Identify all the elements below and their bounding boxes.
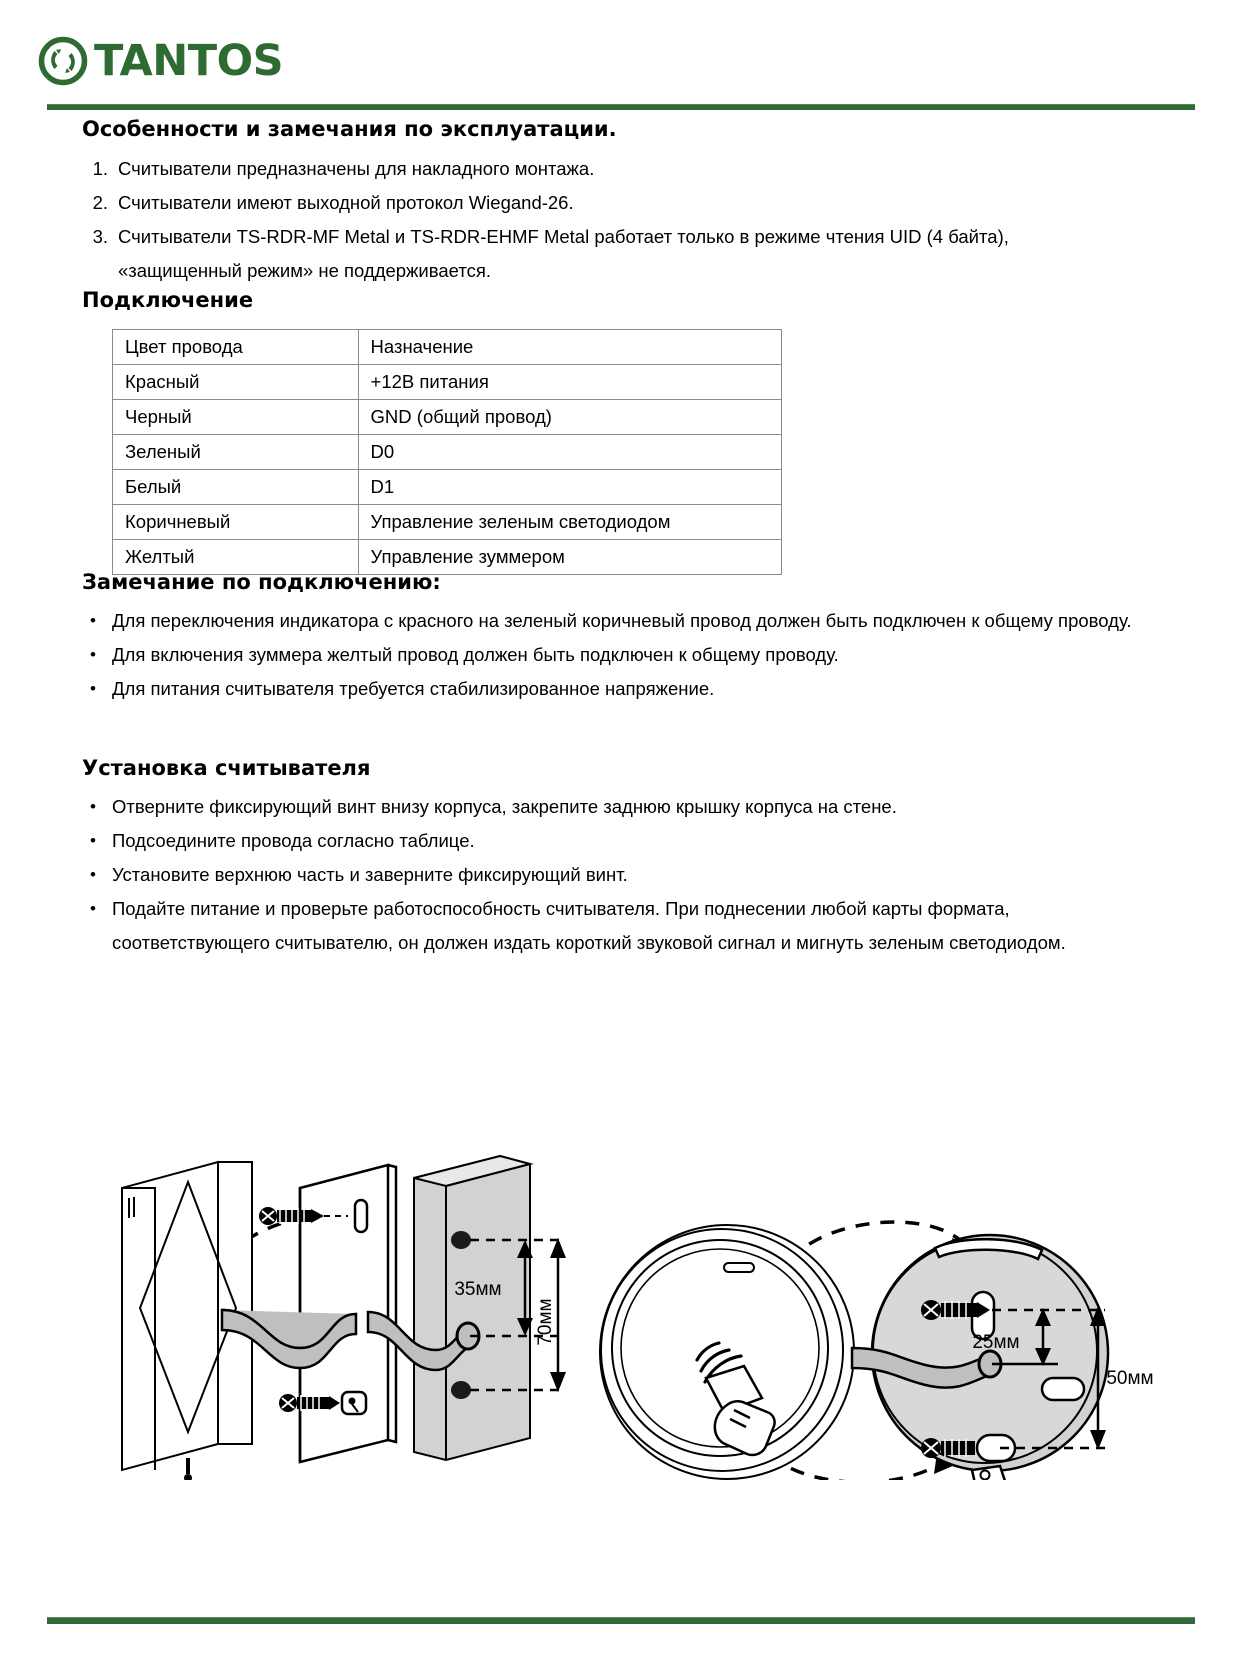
dimension-label-50mm: 50мм — [1106, 1368, 1154, 1389]
table-cell-color: Черный — [113, 400, 359, 435]
table-cell-purpose: Управление зуммером — [358, 540, 781, 575]
list-item: • Отверните фиксирующий винт внизу корпуса, закрепите заднюю крышку корпуса на стене. — [82, 790, 1172, 824]
list-item — [82, 152, 1167, 186]
side-slot-round — [1042, 1378, 1084, 1400]
features-heading: Особенности и замечания по эксплуатации. — [82, 117, 617, 141]
round-reader-diagram — [600, 1222, 1154, 1480]
dimension-label-25mm: 25мм — [972, 1332, 1020, 1353]
table-cell-color: Коричневый — [113, 505, 359, 540]
list-number: 3. — [92, 226, 108, 247]
installation-heading: Установка считывателя — [82, 756, 371, 780]
bottom-bracket-icon — [972, 1466, 1006, 1480]
header-divider — [47, 104, 1195, 110]
table-cell-purpose: Управление зеленым светодиодом — [358, 505, 781, 540]
footer-divider — [47, 1617, 1195, 1624]
list-number: 1. — [92, 158, 108, 179]
list-item: • Для включения зуммера желтый провод должен быть подключен к общему проводу. — [82, 638, 1172, 672]
page-header — [0, 0, 1241, 110]
rectangular-reader-diagram — [122, 1156, 566, 1480]
keyhole-slot-upper — [355, 1200, 367, 1232]
table-cell-purpose: GND (общий провод) — [358, 400, 781, 435]
list-text: Считыватели имеют выходной протокол Wiegand-26. — [118, 192, 574, 213]
diagram-svg — [0, 1060, 1241, 1480]
table-cell-color: Красный — [113, 365, 359, 400]
table-cell-purpose: +12В питания — [358, 365, 781, 400]
list-item: • Для переключения индикатора с красного на зеленый коричневый провод должен быть подключен к общему проводу. — [82, 604, 1172, 638]
list-text: Считыватели TS-RDR-MF Metal и TS-RDR-EHMF Metal работает только в режиме чтения UID (4 байта), — [118, 226, 1009, 247]
table-row — [113, 505, 782, 540]
list-number: 2. — [92, 192, 108, 213]
list-item: • Для питания считывателя требуется стабилизированное напряжение. — [82, 672, 1172, 706]
table-cell-purpose: D0 — [358, 435, 781, 470]
drill-hole-lower — [451, 1381, 471, 1399]
list-item — [82, 186, 1167, 220]
table-cell-color: Желтый — [113, 540, 359, 575]
table-row — [113, 365, 782, 400]
table-row — [113, 470, 782, 505]
wiring-table — [112, 329, 782, 575]
table-cell-purpose: D1 — [358, 470, 781, 505]
dimension-label-70mm: 70мм — [535, 1298, 556, 1346]
wall-block-rect — [414, 1156, 530, 1460]
list-item: • Установите верхнюю часть и заверните фиксирующий винт. — [82, 858, 1172, 892]
list-item: • Подсоедините провода согласно таблице. — [82, 824, 1172, 858]
table-header-cell: Цвет провода — [113, 330, 359, 365]
installation-diagrams — [0, 1060, 1241, 1480]
installation-steps-list — [82, 790, 1172, 960]
drill-hole-upper — [451, 1231, 471, 1249]
tantos-recycle-circle-icon — [38, 36, 88, 86]
table-row — [113, 400, 782, 435]
table-header-cell: Назначение — [358, 330, 781, 365]
list-item: • Подайте питание и проверьте работоспособность считывателя. При поднесении любой карты формата, соответствующего считывателю, он должен издать короткий звуковой сигнал и мигнуть зеленым светодиодом. — [82, 892, 1172, 960]
table-cell-color: Белый — [113, 470, 359, 505]
table-cell-color: Зеленый — [113, 435, 359, 470]
table-row — [113, 435, 782, 470]
list-item — [82, 220, 1167, 288]
features-list — [82, 152, 1167, 288]
dimension-label-35mm: 35мм — [454, 1279, 502, 1300]
connection-notes-list — [82, 604, 1172, 706]
list-text: Считыватели предназначены для накладного монтажа. — [118, 158, 595, 179]
list-text-line2: «защищенный режим» не поддерживается. — [118, 260, 492, 281]
table-header-row — [113, 330, 782, 365]
brand-logo — [38, 36, 283, 86]
connection-heading: Подключение — [82, 288, 254, 312]
connection-note-heading: Замечание по подключению: — [82, 570, 441, 594]
brand-name: TANTOS — [94, 35, 284, 86]
led-indicator-slot — [724, 1263, 754, 1272]
round-front-cover — [600, 1225, 854, 1479]
